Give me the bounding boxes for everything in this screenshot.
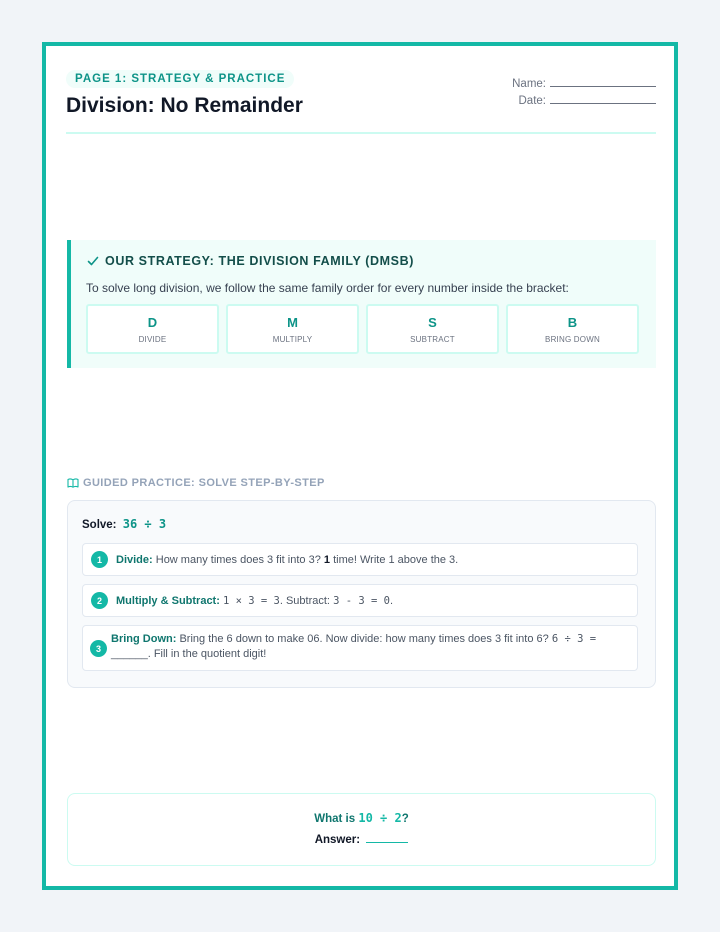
step-divide [86,304,219,354]
strategy-title-text: OUR STRATEGY: THE DIVISION FAMILY (DMSB) [105,254,414,268]
step-text-part: . Subtract: [279,594,330,607]
step-text [111,632,623,662]
step-letter: B [567,315,578,330]
step-math: 6 ÷ 3 = [551,633,597,645]
step-word: MULTIPLY [272,335,313,344]
strategy-text: To solve long division, we follow the same family order for every number inside the bracket: [86,281,569,295]
date-line [550,94,656,104]
step-label: Multiply & Subtract: [116,594,220,607]
step-number-badge: 1 [91,551,108,568]
step-word: SUBTRACT [410,335,455,344]
step-subtract [366,304,499,354]
check-icon [87,255,99,267]
step-label: Bring Down: [111,633,177,645]
book-open-icon [67,477,79,489]
step-row [82,543,638,576]
page-header [66,66,656,134]
solve-label: Solve: [82,519,117,531]
step-text-part: Bring the 6 down to make 06. Now divide: how many times does 3 fit into 6? [179,633,549,645]
date-field[interactable] [512,93,656,110]
step-word: DIVIDE [138,335,167,344]
step-row [82,625,638,671]
step-math: 3 - 3 = 0 [333,594,390,607]
answer-label: Answer: [314,834,361,846]
guided-practice-box [67,500,656,688]
answer-blank[interactable] [366,833,408,843]
step-text [116,595,393,607]
solve-problem [82,517,166,531]
step-letter: S [428,315,437,330]
step-bring-down [506,304,639,354]
worksheet-page [42,42,678,890]
strategy-title [87,254,414,268]
guided-title-text: GUIDED PRACTICE: SOLVE STEP-BY-STEP [83,477,325,489]
name-label: Name: [512,78,546,90]
step-answer: 1 [323,553,331,566]
step-text-part: time! Write 1 above the 3. [333,553,459,566]
name-line [550,77,656,87]
step-label: Divide: [116,553,153,566]
step-text-part: ______. Fill in the quotient digit! [111,648,267,660]
strategy-box [67,240,656,368]
step-letter: M [287,315,298,330]
step-text-part: . [389,594,394,607]
page-title: Division: No Remainder [66,94,303,117]
step-letter: D [147,315,158,330]
question-prefix: What is [314,813,356,825]
step-row [82,584,638,617]
step-number-badge: 2 [91,592,108,609]
solve-expression: 36 ÷ 3 [122,517,167,531]
dmsb-steps [86,304,639,354]
step-text [116,554,458,566]
question-suffix: ? [401,813,409,825]
step-number-badge: 3 [90,640,107,657]
question-expression: 10 ÷ 2 [358,811,402,825]
step-word: BRING DOWN [545,335,600,344]
step-math: 1 × 3 = 3 [222,594,280,607]
date-label: Date: [518,95,546,107]
name-date-fields [512,76,656,110]
guided-practice-title [67,477,325,489]
step-text-part: How many times does 3 fit into 3? [155,553,321,566]
answer-field[interactable] [68,833,655,846]
page-label: PAGE 1: STRATEGY & PRACTICE [66,70,294,88]
question [68,811,655,825]
step-multiply [226,304,359,354]
question-box [67,793,656,866]
name-field[interactable] [512,76,656,93]
